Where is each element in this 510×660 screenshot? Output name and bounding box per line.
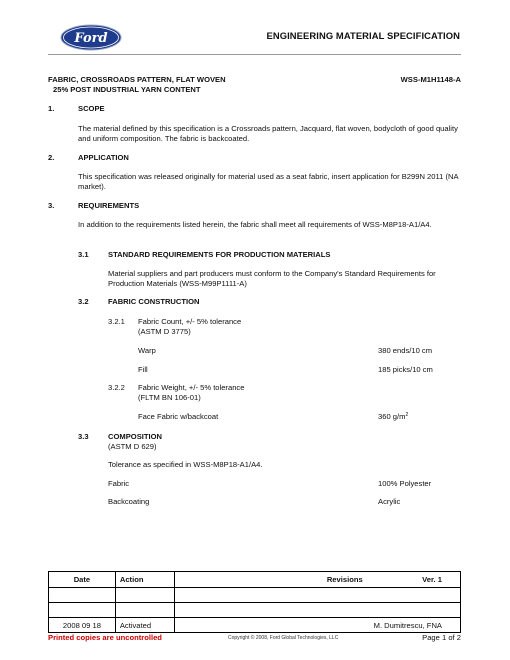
- uncontrolled-notice: Printed copies are uncontrolled: [48, 633, 162, 642]
- revision-date: 2008 09 18: [49, 618, 116, 633]
- col-date: Date: [49, 572, 116, 588]
- backcoating-value: Acrylic: [378, 497, 401, 506]
- spec-title-line1: FABRIC, CROSSROADS PATTERN, FLAT WOVEN: [48, 75, 226, 84]
- fabric-value: 100% Polyester: [378, 479, 432, 488]
- fabric-count-label: Fabric Count, +/- 5% tolerance: [138, 317, 242, 326]
- subsection-number: 3.2: [78, 297, 89, 306]
- fabric-count-method: (ASTM D 3775): [138, 327, 191, 336]
- svg-text:Ford: Ford: [74, 31, 108, 46]
- face-fabric-label: Face Fabric w/backcoat: [138, 412, 219, 421]
- col-ver: Ver. 1: [367, 572, 461, 588]
- revision-table-header: [49, 572, 461, 588]
- subsection-number: 3.1: [78, 250, 89, 259]
- document-title: ENGINEERING MATERIAL SPECIFICATION: [266, 30, 460, 41]
- col-action: Action: [115, 572, 174, 588]
- requirements-text: In addition to the requirements listed herein, the fabric shall meet all requirements of WSS-M8P18-A1/A4.: [78, 220, 432, 229]
- subsection-number: 3.3: [78, 432, 89, 441]
- spec-number: WSS-M1H1148-A: [400, 75, 461, 84]
- table-row: [49, 618, 461, 633]
- fill-value: 185 picks/10 cm: [378, 365, 433, 374]
- table-row: [49, 588, 461, 603]
- composition-method: (ASTM D 629): [108, 442, 157, 451]
- item-number: 3.2.2: [108, 383, 125, 392]
- fabric-label: Fabric: [108, 479, 130, 488]
- section-heading-application: APPLICATION: [78, 153, 129, 162]
- section-number: 3.: [48, 201, 55, 210]
- section-heading-scope: SCOPE: [78, 104, 105, 113]
- header-rule: [48, 54, 461, 55]
- scope-text: The material defined by this specification is a Crossroads pattern, Jacquard, flat woven, bodycloth of good quality and uniform composition. The fabric is backcoated.: [78, 124, 458, 143]
- revision-action: Activated: [115, 618, 174, 633]
- fill-label: Fill: [138, 365, 148, 374]
- subsection-heading-fabric-construction: FABRIC CONSTRUCTION: [108, 297, 200, 306]
- warp-label: Warp: [138, 346, 156, 355]
- revision-table: [48, 571, 461, 633]
- subsection-heading-composition: COMPOSITION: [108, 432, 163, 441]
- item-number: 3.2.1: [108, 317, 125, 326]
- revision-author: M. Dumitrescu, FNA: [174, 618, 460, 633]
- warp-value: 380 ends/10 cm: [378, 346, 433, 355]
- page-number: Page 1 of 2: [422, 633, 461, 642]
- copyright: Copyright © 2008, Ford Global Technologies, LLC: [228, 635, 339, 641]
- application-text: This specification was released originally for material used as a seat fabric, insert application for B299N 2011 (NA market).: [78, 172, 459, 191]
- section-number: 2.: [48, 153, 55, 162]
- section-number: 1.: [48, 104, 55, 113]
- spec-title-line2: 25% POST INDUSTRIAL YARN CONTENT: [53, 85, 201, 94]
- composition-tolerance: Tolerance as specified in WSS-M8P18-A1/A4.: [108, 460, 263, 469]
- face-fabric-value: 360 $g/m^2$: [378, 412, 409, 421]
- col-revisions: Revisions: [174, 572, 366, 588]
- section-heading-requirements: REQUIREMENTS: [78, 201, 140, 210]
- ford-logo: [60, 24, 122, 51]
- standard-requirements-text: Material suppliers and part producers must conform to the Company's Standard Requirements for Production Materials (WSS-M99P1111-A): [108, 269, 436, 288]
- table-row: [49, 603, 461, 618]
- fabric-weight-label: Fabric Weight, +/- 5% tolerance: [138, 383, 245, 392]
- backcoating-label: Backcoating: [108, 497, 150, 506]
- fabric-weight-method: (FLTM BN 106-01): [138, 393, 201, 402]
- subsection-heading-standard-requirements: STANDARD REQUIREMENTS FOR PRODUCTION MATERIALS: [108, 250, 331, 259]
